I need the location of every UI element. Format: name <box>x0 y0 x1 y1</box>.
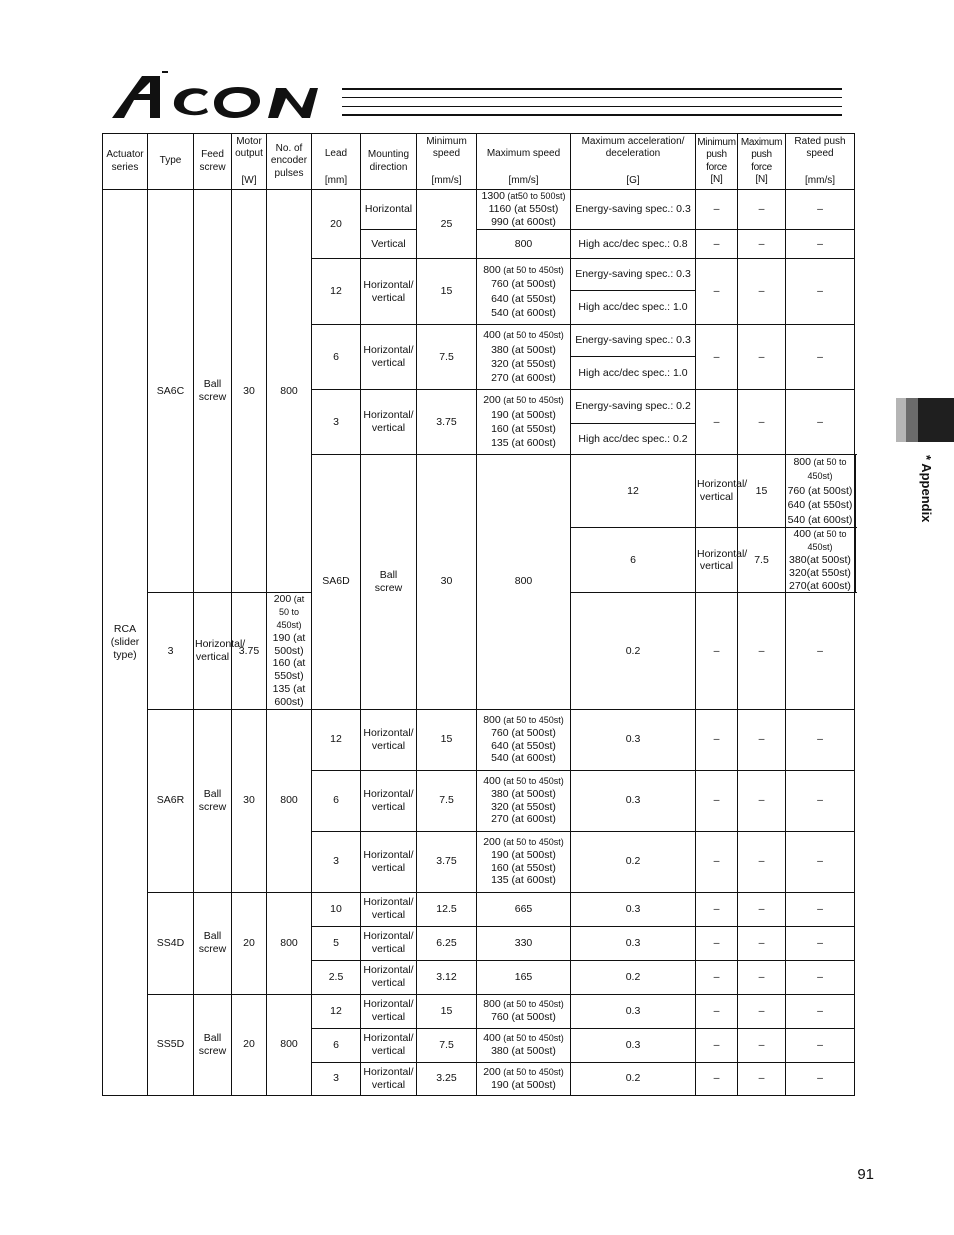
max-push-cell: – <box>738 259 786 325</box>
accel-cell: 0.3 <box>571 994 696 1028</box>
min-speed-cell: 12.5 <box>417 892 477 926</box>
accel-cell: 0.3 <box>571 892 696 926</box>
lead-cell: 6 <box>312 325 361 390</box>
page-number: 91 <box>857 1166 874 1183</box>
max-speed-cell: 800 (at 50 to 450st) 760 (at 500st) <box>477 994 571 1028</box>
accel-cell: High acc/dec spec.: 1.0 <box>571 291 696 325</box>
min-speed-cell: 25 <box>417 190 477 259</box>
min-push-cell: – <box>696 960 738 994</box>
max-speed-cell: 800 (at 50 to 450st) 760 (at 500st) 640 (at 550st) 540 (at 600st) <box>786 455 855 528</box>
accel-cell: Energy-saving spec.: 0.3 <box>571 190 696 230</box>
feed-cell: Ball screw <box>194 709 232 892</box>
max-push-cell: – <box>738 709 786 770</box>
rated-push-cell: – <box>786 230 855 259</box>
max-speed-cell: 800 (at 50 to 450st) 760 (at 500st) 640 (at 550st) 540 (at 600st) <box>477 259 571 325</box>
max-speed-cell: 800 (at 50 to 450st) 760 (at 500st) 640 (at 550st) 540 (at 600st) <box>477 709 571 770</box>
lead-cell: 20 <box>312 190 361 259</box>
feed-cell: Ball screw <box>194 190 232 593</box>
lead-cell: 6 <box>312 1028 361 1062</box>
lead-cell: 3 <box>312 390 361 455</box>
max-push-cell: – <box>738 926 786 960</box>
max-push-cell: – <box>738 593 786 709</box>
max-speed-cell: 400 (at 50 to 450st) 380 (at 500st) 320 (at 550st) 270 (at 600st) <box>477 770 571 831</box>
motor-cell: 30 <box>232 709 267 892</box>
min-push-cell: – <box>696 230 738 259</box>
min-speed-cell: 3.25 <box>417 1062 477 1095</box>
min-push-cell: – <box>696 892 738 926</box>
min-push-cell: – <box>696 259 738 325</box>
mount-cell: Horizontal/ vertical <box>361 892 417 926</box>
rated-push-cell: – <box>786 390 855 455</box>
encoder-cell: 800 <box>267 892 312 994</box>
max-speed-cell: 330 <box>477 926 571 960</box>
min-push-cell: – <box>696 593 738 709</box>
header-motor-output: Motor output [W] <box>232 134 267 190</box>
mount-cell: Horizontal/ vertical <box>361 770 417 831</box>
header-encoder-pulses: No. of encoder pulses <box>267 134 312 190</box>
motor-cell: 20 <box>232 892 267 994</box>
min-speed-cell: 3.75 <box>417 390 477 455</box>
header-rule <box>342 88 842 90</box>
accel-cell: Energy-saving spec.: 0.3 <box>571 325 696 357</box>
max-push-cell: – <box>738 190 786 230</box>
acon-logo <box>110 70 340 122</box>
mount-cell: Horizontal/ vertical <box>361 390 417 455</box>
mount-cell: Horizontal/ vertical <box>361 1028 417 1062</box>
rated-push-cell: – <box>786 892 855 926</box>
min-push-cell: – <box>696 709 738 770</box>
min-speed-cell: 6.25 <box>417 926 477 960</box>
side-tab-label: * Appendix <box>919 455 934 523</box>
max-push-cell: – <box>738 1062 786 1095</box>
max-push-cell: – <box>738 994 786 1028</box>
min-push-cell: – <box>696 1028 738 1062</box>
lead-cell: 2.5 <box>312 960 361 994</box>
mount-cell: Horizontal/ vertical <box>361 831 417 892</box>
min-speed-cell: 15 <box>738 455 786 528</box>
accel-cell: Energy-saving spec.: 0.2 <box>571 390 696 424</box>
min-push-cell: – <box>696 390 738 455</box>
max-push-cell: – <box>738 230 786 259</box>
actuator-spec-table <box>102 133 856 1096</box>
mount-cell: Horizontal <box>361 190 417 230</box>
min-push-cell: – <box>696 190 738 230</box>
max-speed-cell: 165 <box>477 960 571 994</box>
accel-cell: 0.2 <box>571 831 696 892</box>
min-push-cell: – <box>696 325 738 390</box>
encoder-cell: 800 <box>267 709 312 892</box>
max-speed-cell: 665 <box>477 892 571 926</box>
header-rule <box>342 97 842 98</box>
lead-cell: 12 <box>571 455 696 528</box>
accel-cell: High acc/dec spec.: 1.0 <box>571 357 696 390</box>
logo-text: ACON <box>110 70 113 71</box>
encoder-cell: 800 <box>477 455 571 710</box>
rated-push-cell: – <box>786 325 855 390</box>
encoder-cell: 800 <box>267 190 312 593</box>
max-speed-cell: 400 (at 50 to 450st) 380 (at 500st) 320 (at 550st) 270 (at 600st) <box>477 325 571 390</box>
rated-push-cell: – <box>786 593 855 709</box>
lead-cell: 3 <box>148 593 194 709</box>
accel-cell: 0.2 <box>571 960 696 994</box>
accel-cell: 0.3 <box>571 926 696 960</box>
motor-cell: 30 <box>232 190 267 593</box>
min-push-cell: – <box>696 831 738 892</box>
mount-cell: Horizontal/ vertical <box>361 926 417 960</box>
feed-cell: Ball screw <box>194 892 232 994</box>
mount-cell: Horizontal/ vertical <box>361 994 417 1028</box>
mount-cell: Horizontal/ vertical <box>696 528 738 593</box>
mount-cell: Horizontal/ vertical <box>696 455 738 528</box>
rated-push-cell: – <box>786 1062 855 1095</box>
max-speed-cell: 200 (at 50 to 450st) 190 (at 500st) 160 (at 550st) 135 (at 600st) <box>267 593 312 709</box>
rated-push-cell: – <box>786 926 855 960</box>
accel-cell: Energy-saving spec.: 0.3 <box>571 259 696 291</box>
rated-push-cell: – <box>786 770 855 831</box>
table-row <box>103 709 856 770</box>
max-push-cell: – <box>738 1028 786 1062</box>
header-rated-push-speed: Rated push speed [mm/s] <box>786 134 855 190</box>
mount-cell: Horizontal/ vertical <box>361 325 417 390</box>
min-speed-cell: 7.5 <box>417 1028 477 1062</box>
lead-cell: 12 <box>312 709 361 770</box>
lead-cell: 5 <box>312 926 361 960</box>
rated-push-cell: – <box>786 709 855 770</box>
min-push-cell: – <box>696 1062 738 1095</box>
lead-cell: 12 <box>312 259 361 325</box>
max-push-cell: – <box>738 325 786 390</box>
max-push-cell: – <box>738 390 786 455</box>
min-speed-cell: 3.75 <box>232 593 267 709</box>
min-speed-cell: 7.5 <box>738 528 786 593</box>
min-speed-cell: 7.5 <box>417 325 477 390</box>
type-cell: SA6R <box>148 709 194 892</box>
mount-cell: Horizontal/ vertical <box>361 709 417 770</box>
rated-push-cell: – <box>786 1028 855 1062</box>
side-tab-light <box>896 398 906 442</box>
header-minimum-push-force: Minimum push force [N] <box>696 134 738 190</box>
motor-cell: 30 <box>417 455 477 710</box>
min-push-cell: – <box>696 994 738 1028</box>
min-push-cell: – <box>696 770 738 831</box>
mount-cell: Horizontal/ vertical <box>194 593 232 709</box>
rated-push-cell: – <box>786 259 855 325</box>
header-max-acceleration: Maximum acceleration/ deceleration [G] <box>571 134 696 190</box>
lead-cell: 3 <box>312 1062 361 1095</box>
series-cell: RCA (slider type) <box>103 190 148 1096</box>
side-tab-dark <box>918 398 954 442</box>
accel-cell: High acc/dec spec.: 0.8 <box>571 230 696 259</box>
max-push-cell: – <box>738 892 786 926</box>
header-type: Type <box>148 134 194 190</box>
header-feed-screw: Feed screw <box>194 134 232 190</box>
accel-cell: 0.2 <box>571 1062 696 1095</box>
max-speed-cell: 200 (at 50 to 450st) 190 (at 500st) <box>477 1062 571 1095</box>
max-speed-cell: 200 (at 50 to 450st) 190 (at 500st) 160 (at 550st) 135 (at 600st) <box>477 390 571 455</box>
max-push-cell: – <box>738 960 786 994</box>
header-rule <box>342 106 842 107</box>
max-speed-cell: 400 (at 50 to 450st) 380 (at 500st) <box>477 1028 571 1062</box>
mount-cell: Vertical <box>361 230 417 259</box>
type-cell: SA6D <box>312 455 361 710</box>
type-cell: SS5D <box>148 994 194 1095</box>
feed-cell: Ball screw <box>194 994 232 1095</box>
min-push-cell: – <box>696 926 738 960</box>
max-speed-cell: 400 (at 50 to 450st) 380(at 500st) 320(at 550st) 270(at 600st) <box>786 528 855 593</box>
header-minimum-speed: Minimum speed [mm/s] <box>417 134 477 190</box>
table-row <box>103 994 856 1028</box>
type-cell: SA6C <box>148 190 194 593</box>
rated-push-cell: – <box>786 831 855 892</box>
accel-cell: 0.3 <box>571 770 696 831</box>
header-row <box>103 134 856 190</box>
mount-cell: Horizontal/ vertical <box>361 1062 417 1095</box>
rated-push-cell: – <box>786 994 855 1028</box>
accel-cell: High acc/dec spec.: 0.2 <box>571 424 696 455</box>
accel-cell: 0.3 <box>571 709 696 770</box>
type-cell: SS4D <box>148 892 194 994</box>
rated-push-cell: – <box>786 960 855 994</box>
table-row <box>103 190 856 230</box>
feed-cell: Ball screw <box>361 455 417 710</box>
max-push-cell: – <box>738 831 786 892</box>
side-tab-mid <box>906 398 918 442</box>
min-speed-cell: 3.12 <box>417 960 477 994</box>
header-mounting-direction: Mounting direction <box>361 134 417 190</box>
min-speed-cell: 15 <box>417 259 477 325</box>
table-row <box>103 892 856 926</box>
mount-cell: Horizontal/ vertical <box>361 960 417 994</box>
encoder-cell: 800 <box>267 994 312 1095</box>
header-actuator-series: Actuator series <box>103 134 148 190</box>
lead-cell: 6 <box>312 770 361 831</box>
acon-logo-graphic <box>110 70 340 122</box>
lead-cell: 3 <box>312 831 361 892</box>
accel-cell: 0.2 <box>571 593 696 709</box>
header-maximum-speed: Maximum speed [mm/s] <box>477 134 571 190</box>
min-speed-cell: 15 <box>417 709 477 770</box>
lead-cell: 10 <box>312 892 361 926</box>
min-speed-cell: 15 <box>417 994 477 1028</box>
max-speed-cell: 800 <box>477 230 571 259</box>
rated-push-cell: – <box>786 190 855 230</box>
header-lead: Lead [mm] <box>312 134 361 190</box>
min-speed-cell: 3.75 <box>417 831 477 892</box>
max-speed-cell: 1300 (at50 to 500st) 1160 (at 550st) 990 (at 600st) <box>477 190 571 230</box>
header-rule <box>342 114 842 116</box>
mount-cell: Horizontal/ vertical <box>361 259 417 325</box>
accel-cell: 0.3 <box>571 1028 696 1062</box>
header-maximum-push-force: Maximum push force [N] <box>738 134 786 190</box>
lead-cell: 6 <box>571 528 696 593</box>
motor-cell: 20 <box>232 994 267 1095</box>
max-speed-cell: 200 (at 50 to 450st) 190 (at 500st) 160 (at 550st) 135 (at 600st) <box>477 831 571 892</box>
min-speed-cell: 7.5 <box>417 770 477 831</box>
lead-cell: 12 <box>312 994 361 1028</box>
max-push-cell: – <box>738 770 786 831</box>
